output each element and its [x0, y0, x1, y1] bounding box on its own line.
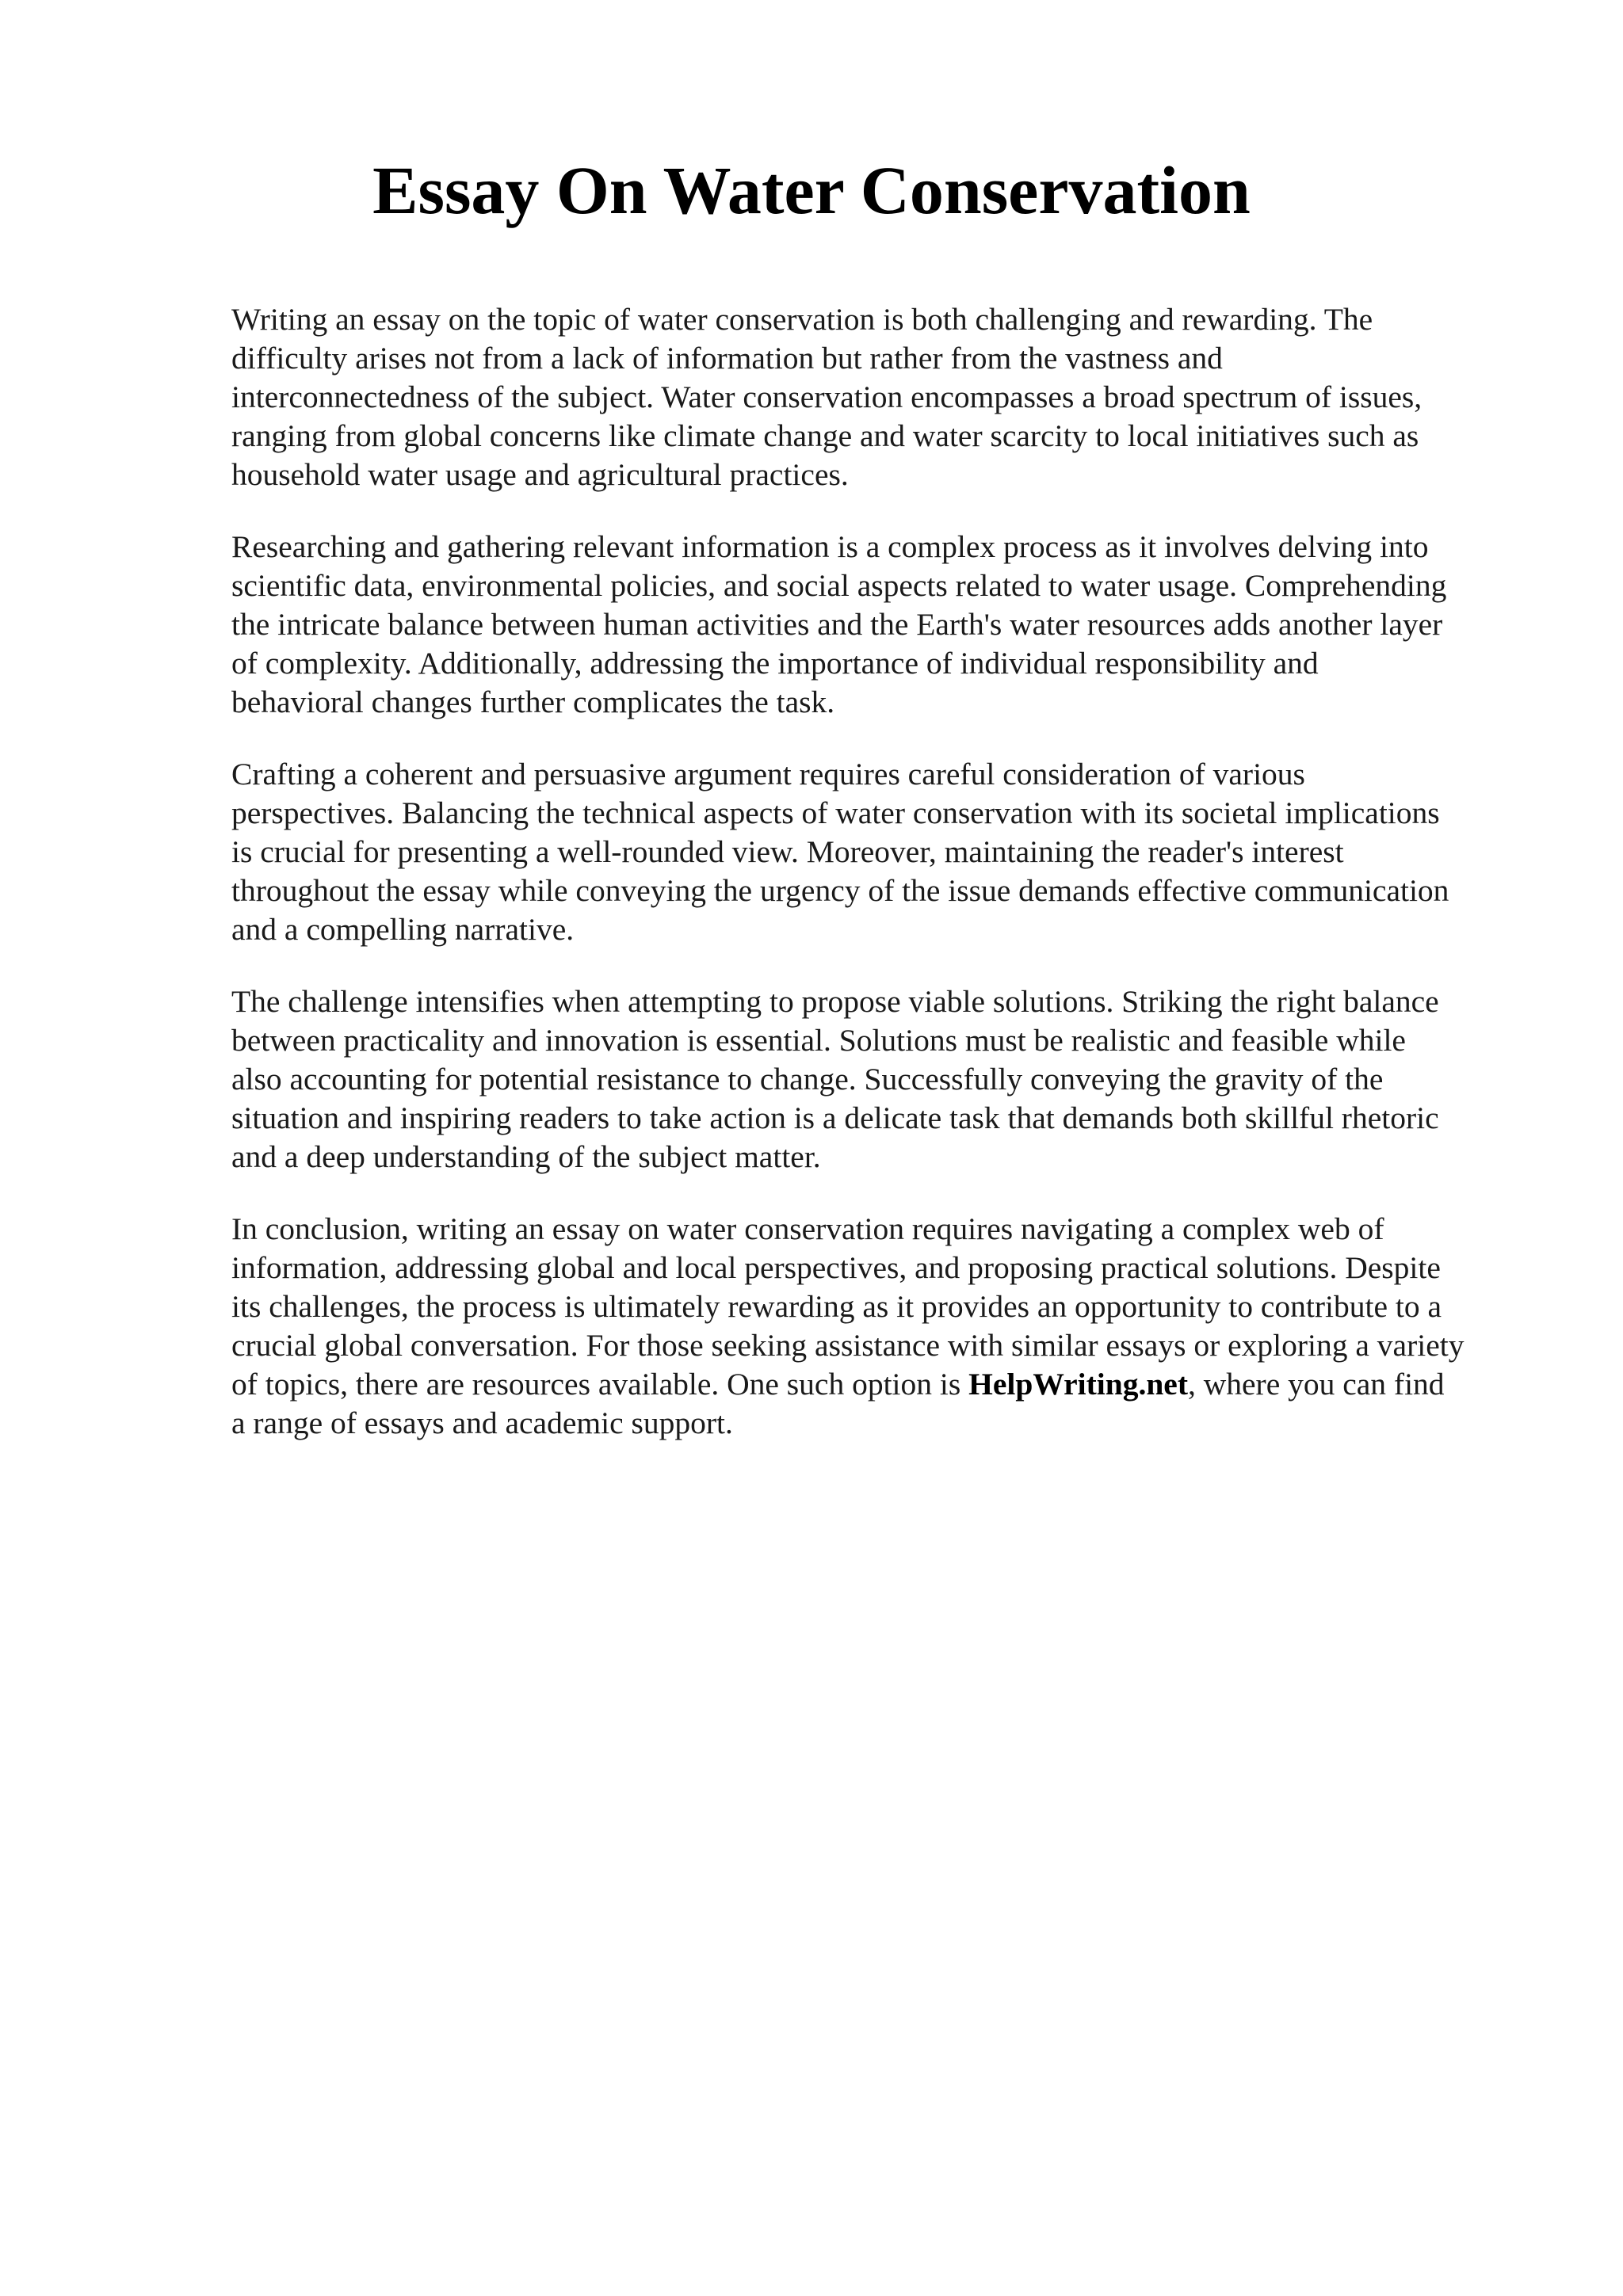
paragraph-line: crucial global conversation. For those seeking assistance with similar essays or exploring a variety — [231, 1328, 1465, 1363]
paragraph-line: Crafting a coherent and persuasive argument requires careful consideration of various — [231, 757, 1305, 791]
paragraph-line: ranging from global concerns like climate change and water scarcity to local initiatives such as — [231, 418, 1419, 453]
paragraph-line: scientific data, environmental policies, and social aspects related to water usage. Comprehending — [231, 568, 1447, 603]
paragraph-line: information, addressing global and local perspectives, and proposing practical solutions. Despite — [231, 1250, 1441, 1285]
link-line-after: , where you can find — [1188, 1367, 1445, 1402]
paragraph-1 — [231, 300, 1531, 494]
paragraph-line: throughout the essay while conveying the urgency of the issue demands effective communication — [231, 873, 1449, 908]
paragraph-line: The challenge intensifies when attempting to propose viable solutions. Striking the right balance — [231, 984, 1439, 1019]
paragraph-line: and a compelling narrative. — [231, 912, 575, 947]
paragraph-line: its challenges, the process is ultimately rewarding as it provides an opportunity to contribute to a — [231, 1289, 1442, 1324]
paragraph-4 — [231, 982, 1531, 1177]
paragraph-line: the intricate balance between human activities and the Earth's water resources adds another layer — [231, 607, 1443, 642]
paragraph-line: Researching and gathering relevant information is a complex process as it involves delving into — [231, 529, 1429, 564]
helpwriting-link[interactable]: HelpWriting.net — [968, 1367, 1188, 1402]
paragraph-line: Writing an essay on the topic of water conservation is both challenging and rewarding. The — [231, 302, 1373, 337]
paragraph-line-with-link — [231, 1365, 1531, 1404]
document-body — [231, 300, 1531, 1476]
paragraph-line: also accounting for potential resistance to change. Successfully conveying the gravity of the — [231, 1062, 1384, 1097]
document-title: Essay On Water Conservation — [372, 152, 1251, 228]
paragraph-line: behavioral changes further complicates the task. — [231, 685, 835, 719]
link-line-before: of topics, there are resources available. One such option is — [231, 1367, 969, 1402]
paragraph-3 — [231, 755, 1531, 949]
paragraph-5 — [231, 1210, 1531, 1443]
paragraph-line: situation and inspiring readers to take action is a delicate task that demands both skillful rhetoric — [231, 1100, 1439, 1135]
paragraph-line: between practicality and innovation is essential. Solutions must be realistic and feasible while — [231, 1023, 1406, 1058]
paragraph-line: a range of essays and academic support. — [231, 1405, 733, 1440]
paragraph-line: difficulty arises not from a lack of information but rather from the vastness and — [231, 341, 1223, 376]
paragraph-line: and a deep understanding of the subject matter. — [231, 1139, 821, 1174]
paragraph-line: interconnectedness of the subject. Water conservation encompasses a broad spectrum of issues, — [231, 379, 1423, 414]
paragraph-line: perspectives. Balancing the technical aspects of water conservation with its societal implications — [231, 795, 1440, 830]
paragraph-line: In conclusion, writing an essay on water conservation requires navigating a complex web of — [231, 1211, 1384, 1246]
paragraph-2 — [231, 528, 1531, 722]
paragraph-line: is crucial for presenting a well-rounded view. Moreover, maintaining the reader's interest — [231, 834, 1344, 869]
paragraph-line: of complexity. Additionally, addressing the importance of individual responsibility and — [231, 646, 1319, 681]
paragraph-line: household water usage and agricultural practices. — [231, 457, 849, 492]
